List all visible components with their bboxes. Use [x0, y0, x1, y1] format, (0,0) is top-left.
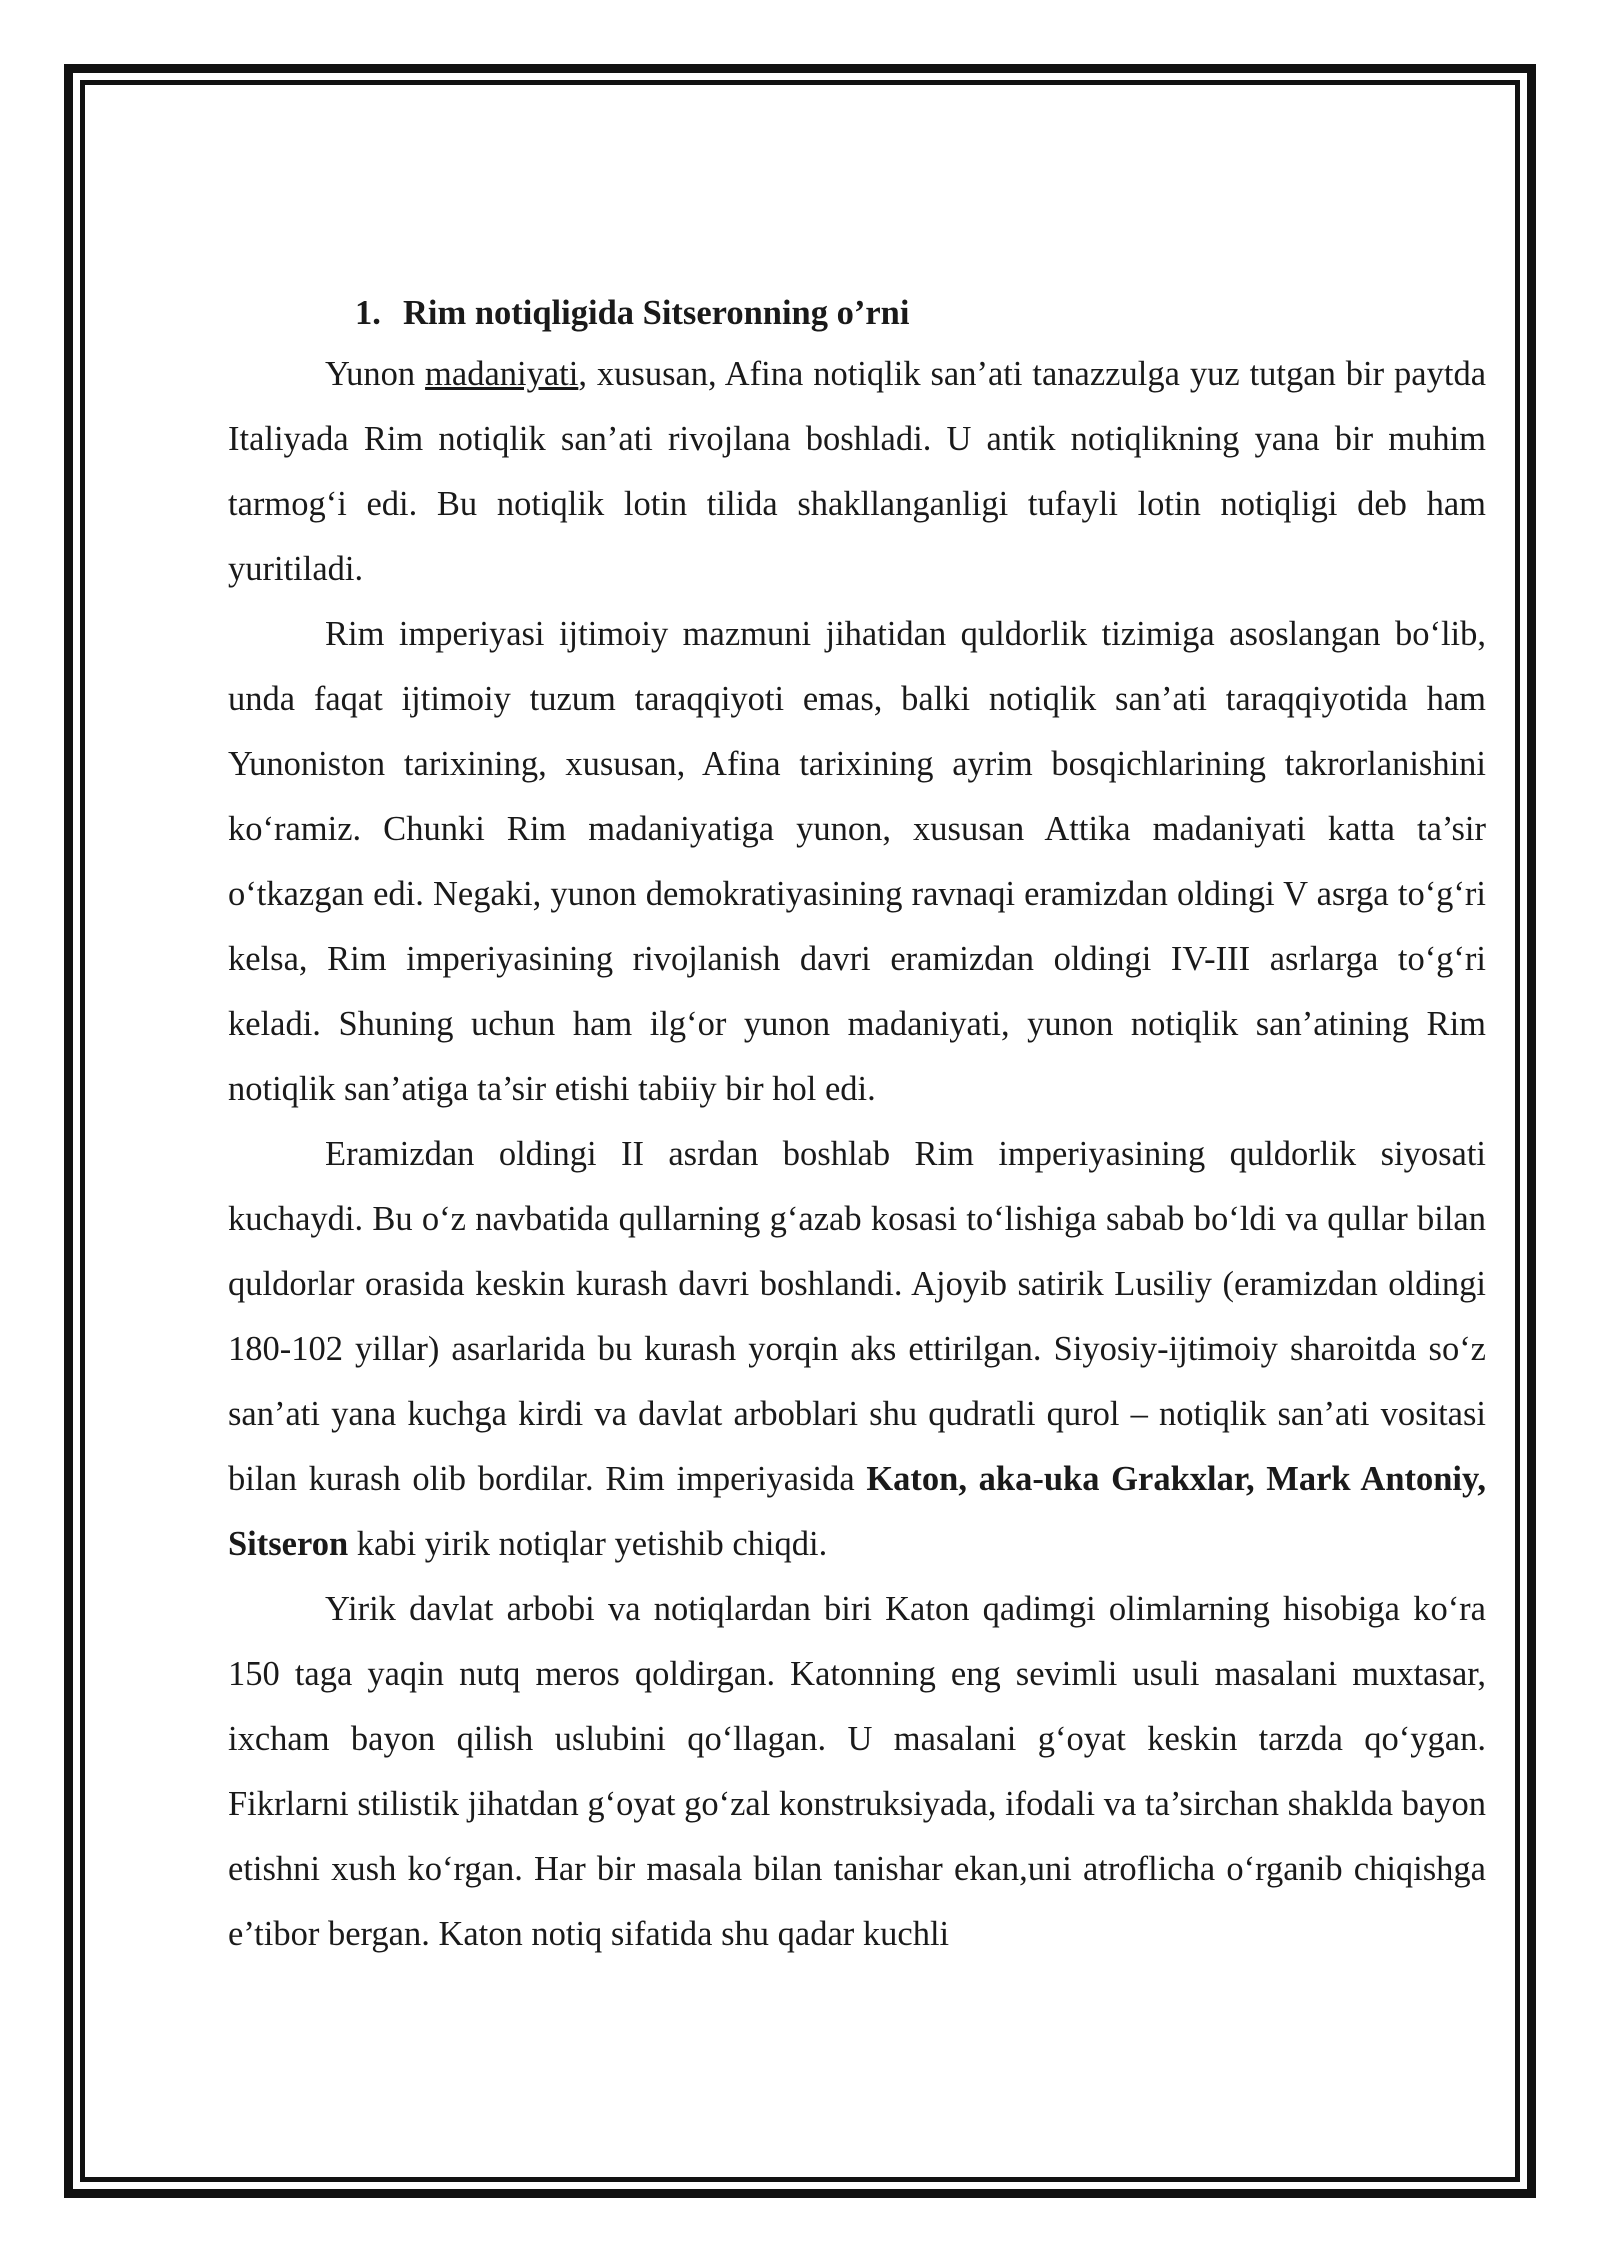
paragraph-2: Rim imperiyasi ijtimoiy mazmuni jihatidan quldorlik tizimiga asoslangan bo‘lib, unda faqat ijtimoiy tuzum taraqqiyoti emas, balki notiqlik san’ati taraqqiyotida ham Yunoniston tarixining, xususan, Afina tarixining ayrim bosqichlarining takrorlanishini ko‘ramiz. Chunki Rim madaniyatiga yunon, xususan Attika madaniyati katta ta’sir o‘tkazgan edi. Negaki, yunon demokratiyasining ravnaqi eramizdan oldingi V asrga to‘g‘ri kelsa, Rim imperiyasining rivojlanish davri eramizdan oldingi IV-III asrlarga to‘g‘ri keladi. Shuning uchun ham ilg‘or yunon madaniyati, yunon notiqlik san’atining Rim notiqlik san’atiga ta’sir etishi tabiiy bir hol edi.	[228, 615, 1486, 1108]
madaniyati-link[interactable]: madaniyati	[425, 355, 579, 393]
section-heading	[228, 284, 1486, 342]
paragraph-1-start: Yunon	[325, 355, 426, 393]
heading-title: Rim notiqligida Sitseronning o’rni	[403, 294, 910, 332]
heading-number: 1.	[355, 294, 381, 332]
orators-names: Katon, aka-uka Grakxlar, Mark Antoniy, Sitseron	[228, 1460, 1486, 1563]
paragraph-3	[228, 1122, 1486, 1577]
document-body	[228, 284, 1486, 1967]
paragraph-1-rest: , xususan, Afina notiqlik san’ati tanazzulga yuz tutgan bir paytda Italiyada Rim notiqlik san’ati rivojlana boshladi. U antik notiqlikning yana bir muhim tarmog‘i edi. Bu notiqlik lotin tilida shakllanganligi tufayli lotin notiqligi deb ham yuritiladi.	[228, 355, 1487, 588]
paragraph-3-rest: kabi yirik notiqlar yetishib chiqdi.	[348, 1525, 828, 1563]
paragraph-1	[228, 342, 1486, 602]
paragraph-3-start: Eramizdan oldingi II asrdan boshlab Rim imperiyasining quldorlik siyosati kuchaydi. Bu o‘z navbatida qullarning g‘azab kosasi to‘lishiga sabab bo‘ldi va qullar bilan quldorlar orasida keskin kurash davri boshlandi. Ajoyib satirik Lusiliy (eramizdan oldingi 180-102 yillar) asarlarida bu kurash yorqin aks ettirilgan. Siyosiy-ijtimoiy sharoitda so‘z san’ati yana kuchga kirdi va davlat arboblari shu qudratli qurol – notiqlik san’ati vositasi bilan kurash olib bordilar. Rim imperiyasida	[228, 1135, 1486, 1498]
paragraph-4: Yirik davlat arbobi va notiqlardan biri Katon qadimgi olimlarning hisobiga ko‘ra 150 taga yaqin nutq meros qoldirgan. Katonning eng sevimli usuli masalani muxtasar, ixcham bayon qilish uslubini qo‘llagan. U masalani g‘oyat keskin tarzda qo‘ygan. Fikrlarni stilistik jihatdan g‘oyat go‘zal konstruksiyada, ifodali va ta’sirchan shaklda bayon etishni xush ko‘rgan. Har bir masala bilan tanishar ekan,uni atroflicha o‘rganib chiqishga e’tibor bergan. Katon notiq sifatida shu qadar kuchli	[228, 1590, 1487, 1953]
